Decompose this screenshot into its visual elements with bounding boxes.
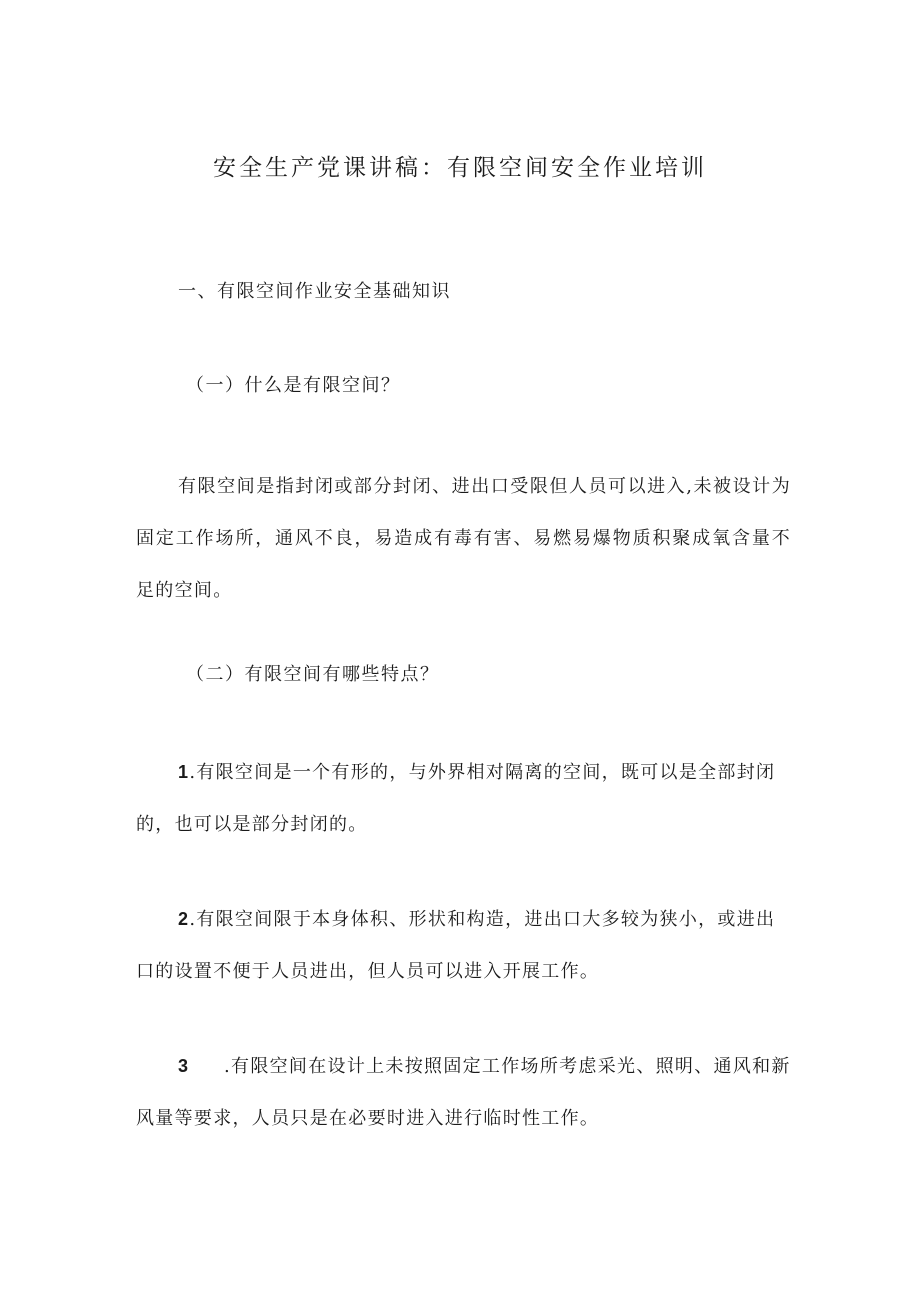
list-item-text: .有限空间在设计上未按照固定工作场所考虑采光、照明、通风和新风量等要求，人员只是在必要时进入进行临时性工作。: [136, 1056, 791, 1129]
definition-paragraph: 有限空间是指封闭或部分封闭、进出口受限但人员可以进入,未被设计为固定工作场所，通风不良，易造成有毒有害、易燃易爆物质积聚成氧含量不足的空间。: [136, 476, 791, 601]
subsection-heading-features: （二）有限空间有哪些特点？: [186, 664, 440, 685]
list-item-number: 1: [178, 762, 190, 782]
document-title: 安全生产党课讲稿：有限空间安全作业培训: [213, 155, 707, 181]
list-item-number: 3: [178, 1056, 190, 1076]
list-item: [136, 1040, 791, 1145]
list-item-text: .有限空间限于本身体积、形状和构造，进出口大多较为狭小，或进出口的设置不便于人员进出，但人员可以进入开展工作。: [136, 909, 776, 982]
list-item-text: .有限空间是一个有形的，与外界相对隔离的空间，既可以是全部封闭的，也可以是部分封闭的。: [136, 762, 776, 835]
list-item: [136, 893, 791, 998]
list-item: [136, 746, 791, 851]
subsection-heading-what-is: （一）什么是有限空间？: [186, 375, 401, 396]
section-heading: 一、有限空间作业安全基础知识: [178, 281, 451, 302]
list-item-number: 2: [178, 909, 190, 929]
